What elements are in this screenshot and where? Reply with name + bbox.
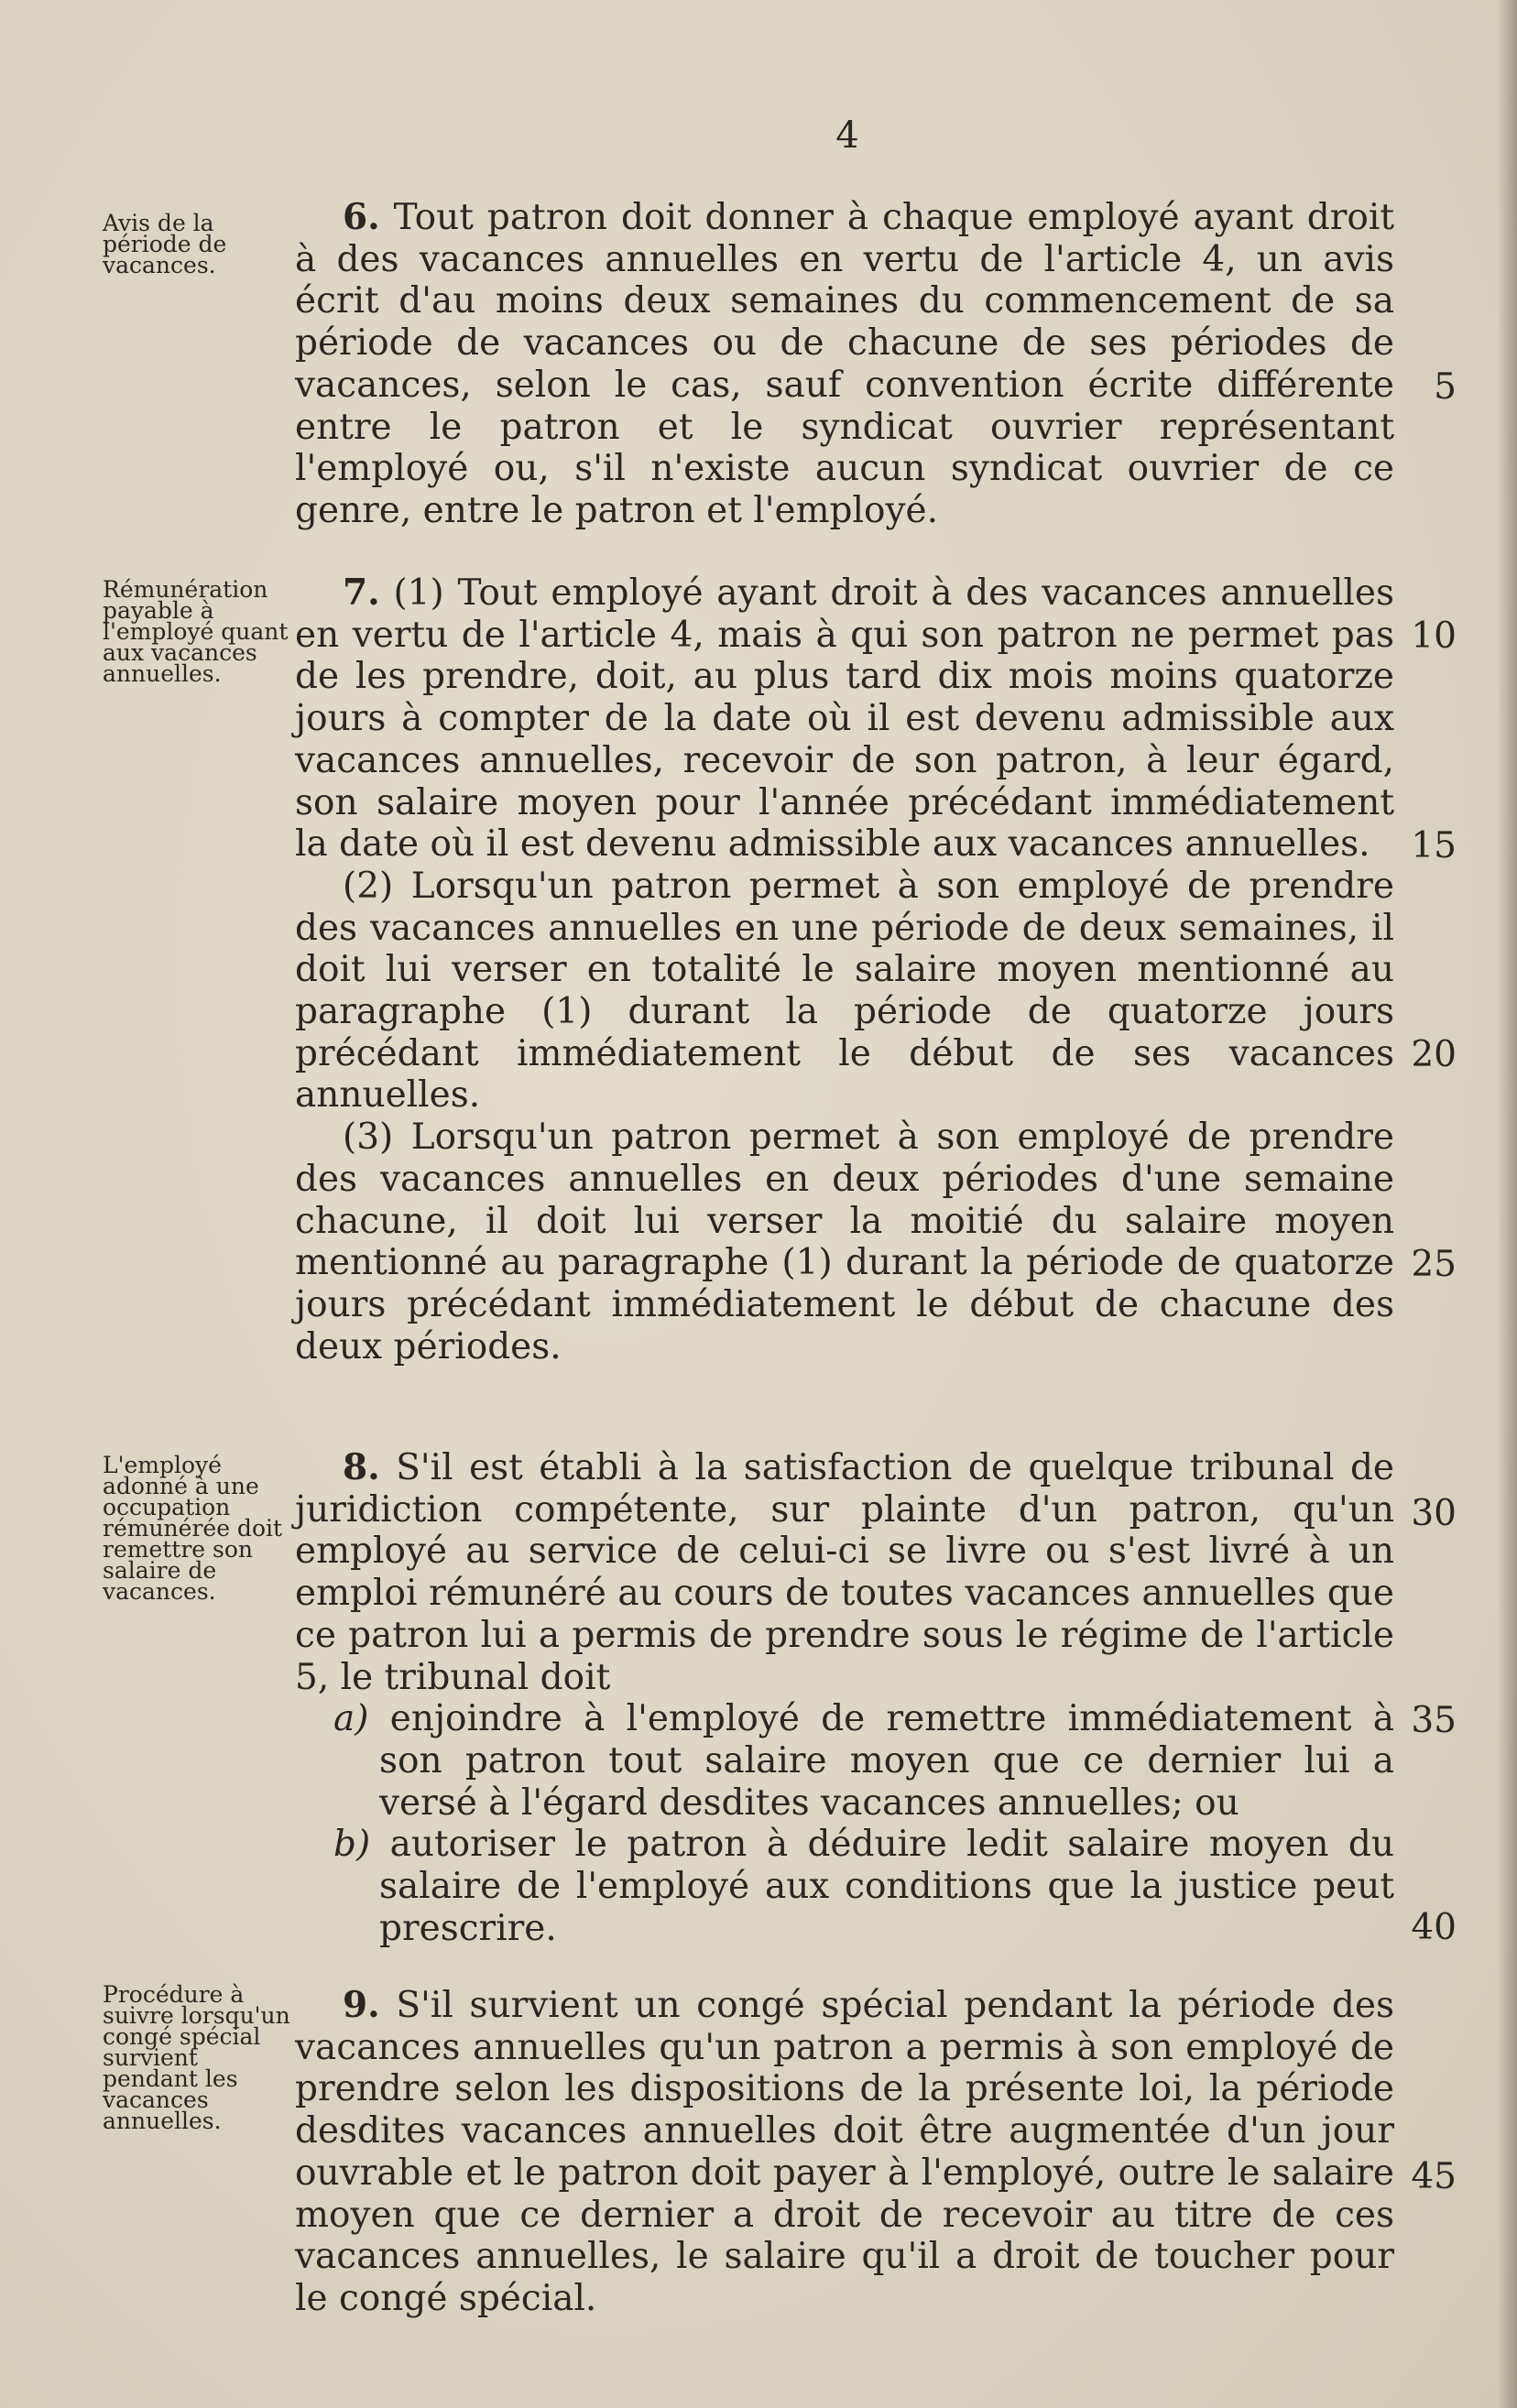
line-number: 10 (1411, 616, 1457, 657)
paragraph-3: (3) Lorsqu'un patron permet à son employé de prendre des vacances annuelles en deux périodes d'une semaine chacune, il doit lui verser la moitié du salaire moyen mentionné au paragraphe (1) durant la période de quatorze jours précédant immédiatement le début de chacune des deux périodes. (295, 1117, 1394, 1367)
article-intro: S'il est établi à la satisfaction de quelque tribunal de juridiction compétente, sur plainte d'un patron, qu'un employé au service de celui-ci se livre ou s'est livré à un emploi rémunéré au cours de toutes vacances annuelles que ce patron lui a permis de prendre sous le régime de l'article 5, le tribunal doit (295, 1447, 1394, 1698)
article-text: Tout patron doit donner à chaque employé ayant droit à des vacances annuelles en vertu de l'article 4, un avis écrit d'au moins deux semaines du commencement de sa période de vacances ou de chacune de ses périodes de vacances, selon le cas, sauf convention écrite différente entre le patron et le syndicat ouvrier représentant l'employé ou, s'il n'existe aucun syndicat ouvrier de ce genre, entre le patron et l'employé. (295, 197, 1394, 531)
line-number: 20 (1411, 1034, 1457, 1075)
paragraph-1: (1) Tout employé ayant droit à des vacances annuelles en vertu de l'article 4, mais à qui son patron ne permet pas de les prendre, doit, au plus tard dix mois moins quatorze jours à compter de la date où il est devenu admissible aux vacances annuelles, recevoir de son patron, à leur égard, son salaire moyen pour l'année précédant immédiatement la date où il est devenu admissible aux vacances annuelles. (295, 572, 1394, 866)
line-number: 5 (1434, 366, 1457, 408)
article-9 (295, 1985, 1394, 2320)
line-number: 15 (1411, 825, 1457, 866)
page-edge-shadow (1497, 0, 1517, 2408)
margin-note-4: Procédure à suivre lorsqu'un congé spécial survient pendant les vacances annuelles. (103, 1981, 290, 2134)
article-6 (295, 197, 1394, 532)
item-a-text: enjoindre à l'employé de remettre immédiatement à son patron tout salaire moyen que ce dernier lui a versé à l'égard desdites vacances annuelles; ou (368, 1698, 1394, 1824)
item-b (295, 1824, 1394, 1949)
item-a (295, 1698, 1394, 1824)
margin-note-1: Avis de la période de vacances. (103, 210, 227, 278)
line-number: 25 (1411, 1244, 1457, 1285)
item-b-label: b) (333, 1824, 371, 1866)
article-number: 8. (343, 1446, 380, 1488)
article-text: S'il survient un congé spécial pendant la période des vacances annuelles qu'un patron a permis à son employé de prendre selon les dispositions de la présente loi, la période desdites vacances annuelles doit être augmentée d'un jour ouvrable et le patron doit payer à l'employé, outre le salaire moyen que ce dernier a droit de recevoir au titre de ces vacances annuelles, le salaire qu'il a droit de toucher pour le congé spécial. (295, 1985, 1394, 2319)
page-number: 4 (835, 114, 859, 157)
item-a-label: a) (333, 1698, 369, 1740)
paragraph-2: (2) Lorsqu'un patron permet à son employé de prendre des vacances annuelles en une période de deux semaines, il doit lui verser en totalité le salaire moyen mentionné au paragraphe (1) durant la période de quatorze jours précédant immédiatement le début de ses vacances annuelles. (295, 865, 1394, 1117)
line-number: 45 (1411, 2156, 1457, 2197)
margin-note-3: L'employé adonné à une occupation rémunérée doit remettre son salaire de vacances. (103, 1452, 283, 1605)
item-b-text: autoriser le patron à déduire ledit salaire moyen du salaire de l'employé aux conditions que la justice peut prescrire. (370, 1824, 1394, 1949)
margin-note-2: Rémunération payable à l'employé quant aux vacances annuelles. (103, 576, 289, 687)
article-7 (295, 572, 1394, 1367)
article-number: 7. (343, 572, 380, 614)
line-number: 35 (1411, 1700, 1457, 1741)
line-number: 30 (1411, 1493, 1457, 1534)
article-8 (295, 1447, 1394, 1949)
line-number: 40 (1411, 1907, 1457, 1948)
article-number: 9. (343, 1984, 380, 2026)
article-number: 6. (343, 196, 380, 238)
